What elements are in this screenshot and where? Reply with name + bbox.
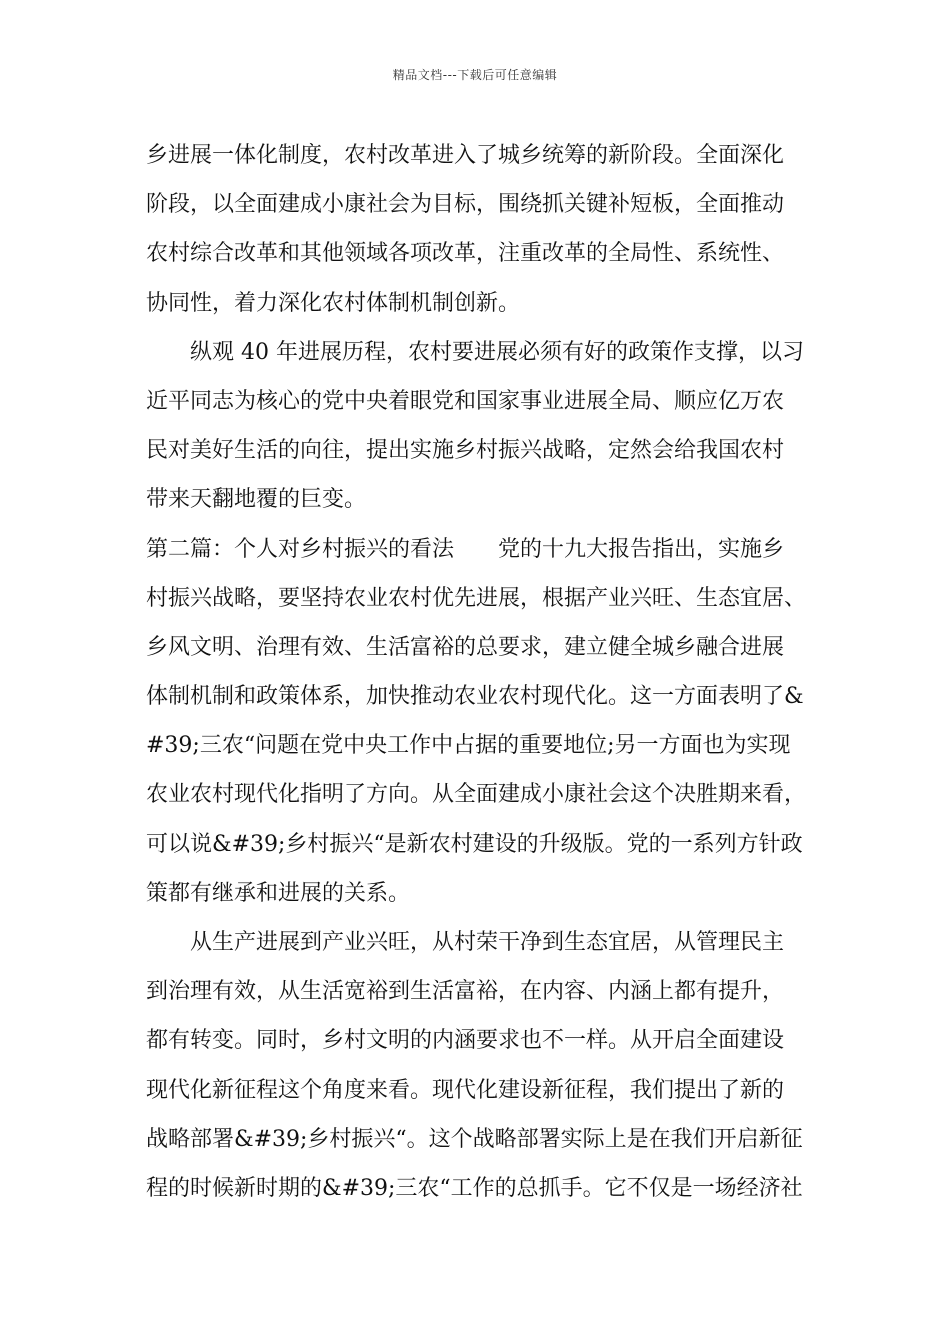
page-header: 精品文档---下载后可任意编辑 [392,68,558,82]
text-line: 农业农村现代化指明了方向。从全面建成小康社会这个决胜期来看， [146,782,807,808]
text-line: 民对美好生活的向往，提出实施乡村振兴战略，定然会给我国农村 [146,438,785,464]
document-body [146,131,818,1213]
text-line: 到治理有效，从生活宽裕到生活富裕，在内容、内涵上都有提升， [146,979,785,1005]
paragraph-first-line: 纵观 40 年进展历程，农村要进展必须有好的政策作支撑，以习 [190,339,804,365]
text-line: 可以说&#39;乡村振兴“是新农村建设的升级版。党的一系列方针政 [146,831,803,857]
section-heading-line: 第二篇：个人对乡村振兴的看法 党的十九大报告指出，实施乡 [146,536,785,562]
text-line: 村振兴战略，要坚持农业农村优先进展，根据产业兴旺、生态宜居、 [146,585,807,611]
paragraph-first-line: 从生产进展到产业兴旺，从村荣干净到生态宜居，从管理民主 [190,930,785,955]
text-line: 乡进展一体化制度，农村改革进入了城乡统筹的新阶段。全面深化 [146,143,785,168]
text-line: 农村综合改革和其他领域各项改革，注重改革的全局性、系统性、 [146,241,785,267]
text-line: #39;三农“问题在党中央工作中占据的重要地位;另一方面也为实现 [146,733,791,759]
text-line: 近平同志为核心的党中央着眼党和国家事业进展全局、顺应亿万农 [146,388,785,414]
text-line: 乡风文明、治理有效、生活富裕的总要求，建立健全城乡融合进展 [146,634,785,660]
text-line: 阶段，以全面建成小康社会为目标，围绕抓关键补短板，全面推动 [146,192,785,218]
text-line: 带来天翻地覆的巨变。 [146,487,367,513]
text-line: 战略部署&#39;乡村振兴“。这个战略部署实际上是在我们开启新征 [146,1126,803,1152]
text-line: 都有转变。同时，乡村文明的内涵要求也不一样。从开启全面建设 [146,1028,785,1054]
text-line: 协同性，着力深化农村体制机制创新。 [146,290,521,316]
text-line: 程的时候新时期的&#39;三农“工作的总抓手。它不仅是一场经济社 [146,1175,803,1201]
text-line: 体制机制和政策体系，加快推动农业农村现代化。这一方面表明了& [146,684,804,710]
text-line: 策都有继承和进展的关系。 [146,880,411,906]
text-line: 现代化新征程这个角度来看。现代化建设新征程，我们提出了新的 [146,1077,785,1103]
